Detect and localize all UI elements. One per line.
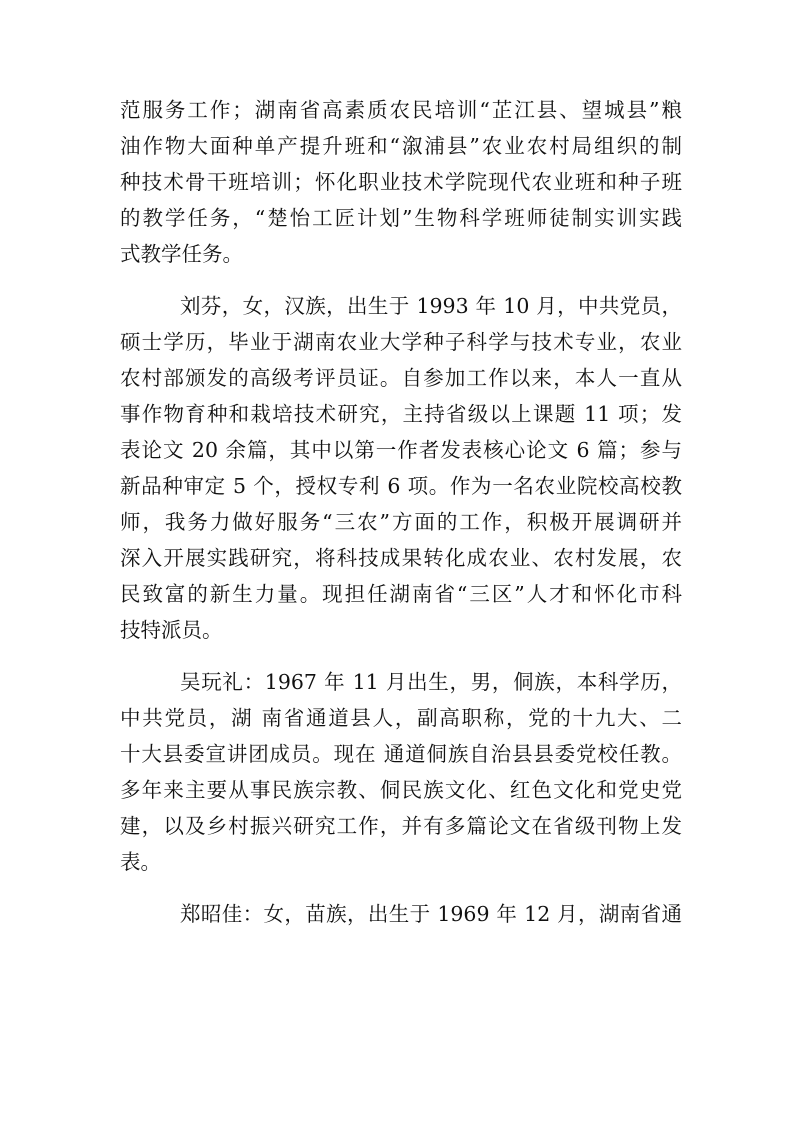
paragraph-liu-fen (120, 288, 682, 648)
text-line: 事作物育种和栽培技术研究，主持省级以上课题 11 项；发 (120, 402, 682, 426)
text-line: 表论文 20 余篇，其中以第一作者发表核心论文 6 篇；参与 (120, 438, 682, 462)
text-line: 郑昭佳：女，苗族，出生于 1969 年 12 月，湖南省通 (180, 902, 682, 926)
text-line: 技特派员。 (120, 618, 223, 642)
text-line: 范服务工作；湖南省高素质农民培训“芷江县、望城县”粮 (120, 98, 682, 122)
paragraph-gap (120, 880, 682, 896)
text-line: 新品种审定 5 个，授权专利 6 项。作为一名农业院校高校教 (120, 474, 682, 498)
text-line: 深入开展实践研究，将科技成果转化成农业、农村发展，农 (120, 546, 682, 570)
text-line: 民致富的新生力量。现担任湖南省“三区”人才和怀化市科 (120, 582, 682, 606)
text-line: 农村部颁发的高级考评员证。自参加工作以来，本人一直从 (120, 366, 682, 390)
paragraph-gap (120, 272, 682, 288)
paragraph-wu-wanli (120, 664, 682, 880)
text-line: 式教学任务。 (120, 242, 243, 266)
text-line: 中共党员，湖 南省通道县人，副高职称，党的十九大、二 (120, 706, 682, 730)
text-line: 吴玩礼：1967 年 11 月出生，男，侗族，本科学历， (180, 670, 682, 694)
text-line: 多年来主要从事民族宗教、侗民族文化、红色文化和党史党 (120, 778, 682, 802)
text-line: 油作物大面种单产提升班和“溆浦县”农业农村局组织的制 (120, 134, 682, 158)
text-line: 师，我务力做好服务“三农”方面的工作，积极开展调研并 (120, 510, 682, 534)
body-text (120, 92, 682, 932)
paragraph-continuation (120, 92, 682, 272)
text-line: 种技术骨干班培训；怀化职业技术学院现代农业班和种子班 (120, 170, 682, 194)
text-line: 十大县委宣讲团成员。现在 通道侗族自治县县委党校任教。 (120, 742, 682, 766)
text-line: 刘芬，女，汉族，出生于 1993 年 10 月，中共党员， (180, 294, 682, 318)
text-line: 建，以及乡村振兴研究工作，并有多篇论文在省级刊物上发 (120, 814, 682, 838)
paragraph-zheng-zhaojia (120, 896, 682, 932)
text-line: 表。 (120, 850, 161, 874)
text-line: 硕士学历，毕业于湖南农业大学种子科学与技术专业，农业 (120, 330, 682, 354)
paragraph-gap (120, 648, 682, 664)
text-line: 的教学任务，“楚怡工匠计划”生物科学班师徒制实训实践 (120, 206, 682, 230)
